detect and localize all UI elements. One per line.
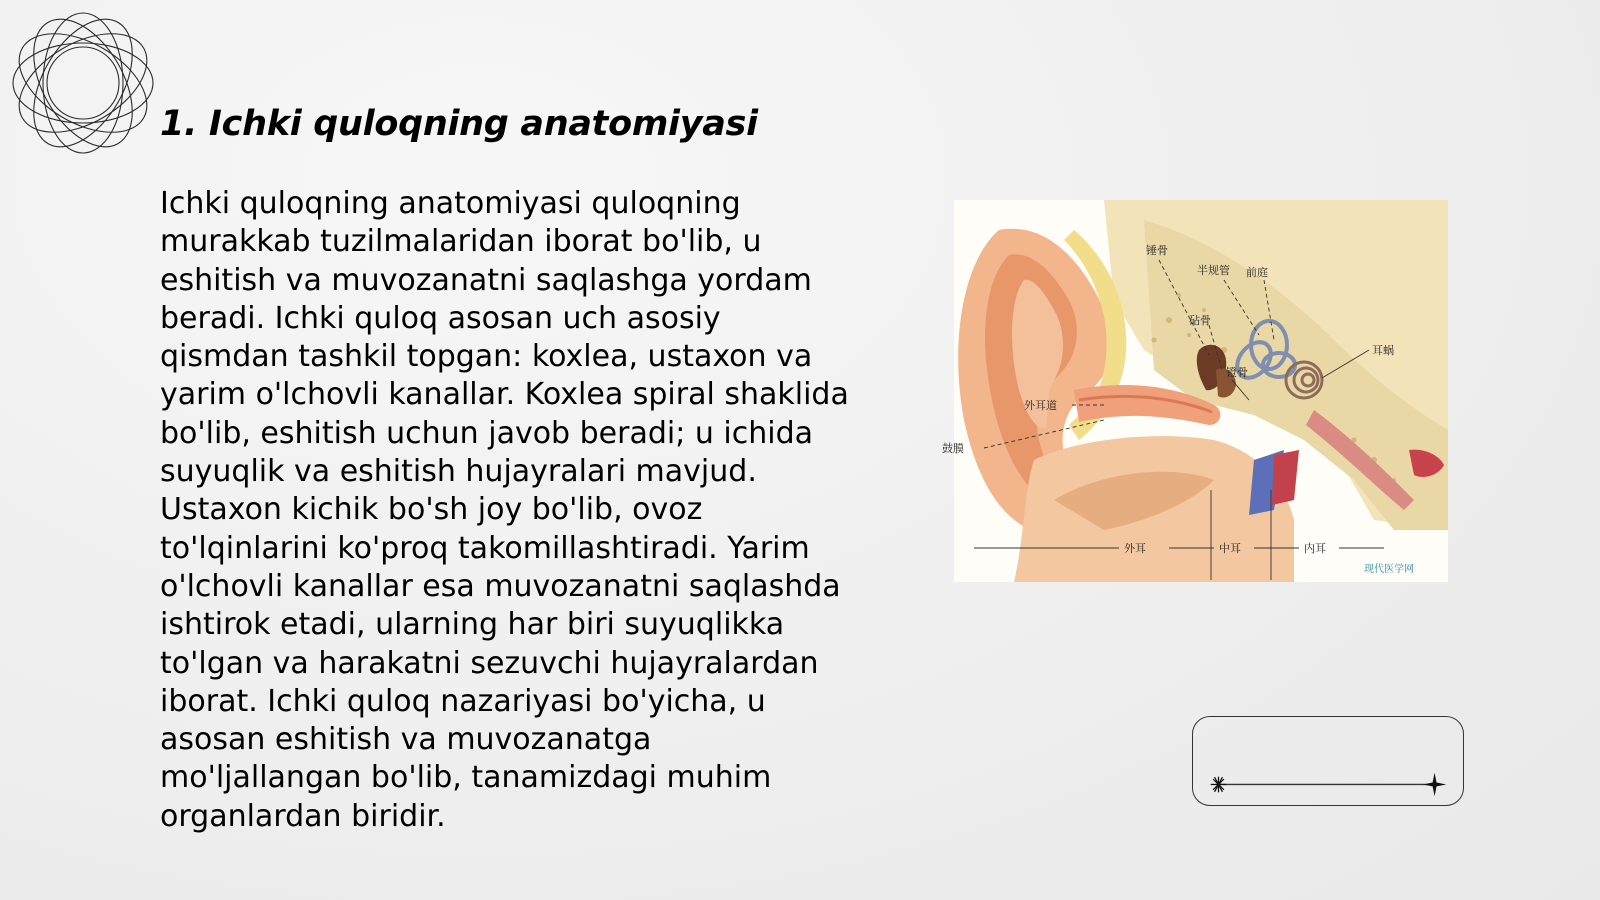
label-middle-ear: 中耳 (1219, 542, 1241, 555)
label-cochlea: 耳蜗 (1372, 344, 1394, 357)
label-malleus: 锤骨 (1146, 244, 1168, 257)
label-semicircular-canals: 半规管 (1197, 264, 1230, 277)
sparkle-icon (1211, 777, 1227, 793)
label-eardrum: 鼓膜 (942, 442, 964, 455)
label-ear-canal: 外耳道 (1024, 399, 1057, 412)
four-point-star-icon (1423, 773, 1446, 796)
body-paragraph: Ichki quloqning anatomiyasi quloqning murakkab tuzilmalaridan iborat bo'lib, u eshitish va muvozanatni saqlashga yordam beradi. Ichki quloq asosan uch asosiy qismdan tashkil topgan: koxlea, ustaxon va yarim o'lchovli kanallar. Koxlea spiral shaklida bo'lib, eshitish uchun javob beradi; u ichida suyuqlik va eshitish hujayralari mavjud. Ustaxon kichik bo'sh joy bo'lib, ovoz to'lqinlarini ko'proq takomillashtiradi. Yarim o'lchovli kanallar esa muvozanatni saqlashda ishtirok etadi, ularning har biri suyuqlikka to'lgan va harakatni sezuvchi hujayralardan iborat. Ichki quloq nazariyasi bo'yicha, u asosan eshitish va muvozanatga mo'ljallangan bo'lib, tanamizdagi muhim organlardan biridir. (160, 186, 849, 834)
ear-anatomy-figure (942, 200, 1448, 582)
decorative-frame (1192, 716, 1464, 806)
figure-watermark: 现代医学网 (1364, 564, 1414, 575)
label-vestibule: 前庭 (1246, 266, 1268, 279)
interlocking-circles-icon (8, 8, 158, 158)
label-incus: 砧骨 (1189, 314, 1211, 327)
slide-title: 1. Ichki quloqning anatomiyasi (160, 104, 758, 144)
label-inner-ear: 内耳 (1304, 542, 1326, 555)
label-stapes: 镫骨 (1226, 366, 1248, 379)
label-outer-ear: 外耳 (1124, 542, 1146, 555)
